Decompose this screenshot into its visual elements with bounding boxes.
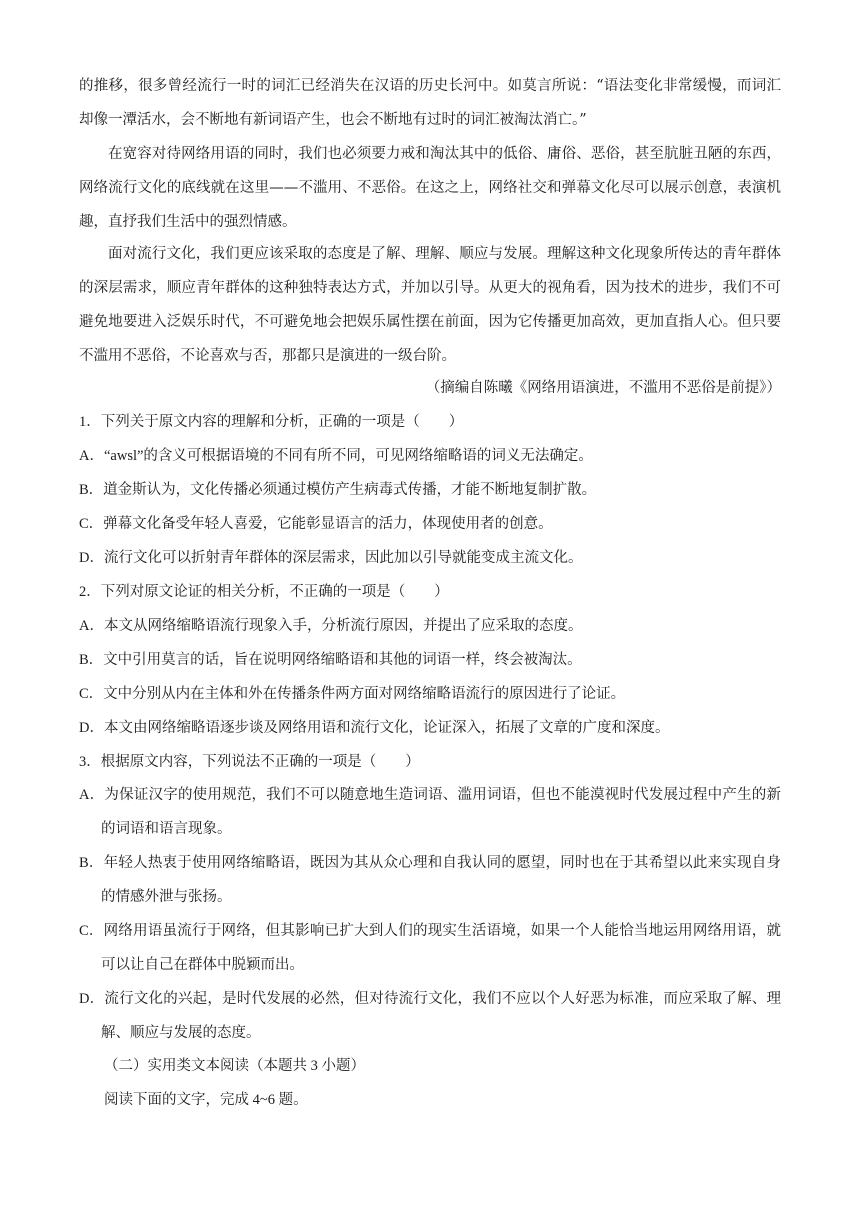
question-3-option-b: B．年轻人热衷于使用网络缩略语，既因为其从众心理和自我认同的愿望，同时也在于其希望以此来实现自身的情感外泄与张扬。 [79,855,781,905]
question-2-stem: 2．下列对原文论证的相关分析，不正确的一项是（ ） [79,584,449,600]
passage-paragraph-2: 在宽容对待网络用语的同时，我们也必须要力戒和淘汰其中的低俗、庸俗、恶俗，甚至肮脏丑陋的东西，网络流行文化的底线就在这里——不滥用、不恶俗。在这之上，网络社交和弹幕文化尽可以展示创意，表演机趣，直抒我们生活中的强烈情感。 [79,146,781,230]
question-3-option-a: A．为保证汉字的使用规范，我们不可以随意地生造词语、滥用词语，但也不能漠视时代发展过程中产生的新的词语和语言现象。 [79,787,781,837]
section-title: （二）实用类文本阅读（本题共 3 小题） [104,1058,365,1074]
question-2-option-a: A．本文从网络缩略语流行现象入手，分析流行原因，并提出了应采取的态度。 [79,618,583,634]
question-1-stem: 1．下列关于原文内容的理解和分析，正确的一项是（ ） [79,414,464,430]
question-2-option-b: B．文中引用莫言的话，旨在说明网络缩略语和其他的词语一样，终会被淘汰。 [79,652,582,668]
passage-source: （摘编自陈曦《网络用语演进，不滥用不恶俗是前提》） [425,380,781,396]
question-3-stem: 3．根据原文内容，下列说法不正确的一项是（ ） [79,754,420,770]
question-1-option-c: C．弹幕文化备受年轻人喜爱，它能彰显语言的活力，体现使用者的创意。 [79,516,553,532]
section-instruction: 阅读下面的文字，完成 4~6 题。 [104,1092,308,1108]
question-2-option-c: C．文中分别从内在主体和外在传播条件两方面对网络缩略语流行的原因进行了论证。 [79,686,626,702]
passage-paragraph-1: 的推移，很多曾经流行一时的词汇已经消失在汉语的历史长河中。如莫言所说：“语法变化非常缓慢，而词汇却像一潭活水，会不断地有新词语产生，也会不断地有过时的词汇被淘汰消亡。” [79,78,781,128]
passage-paragraph-3: 面对流行文化，我们更应该采取的态度是了解、理解、顺应与发展。理解这种文化现象所传达的青年群体的深层需求，顺应青年群体的这种独特表达方式，并加以引导。从更大的视角看，因为技术的进步，我们不可避免地要进入泛娱乐时代，不可避免地会把娱乐属性摆在前面，因为它传播更加高效，更加直指人心。但只要不滥用不恶俗，不论喜欢与否，那都只是演进的一级台阶。 [79,246,781,364]
question-1-option-a: A．“awsl”的含义可根据语境的不同有所不同，可见网络缩略语的词义无法确定。 [79,448,593,464]
question-2-option-d: D．本文由网络缩略语逐步谈及网络用语和流行文化，论证深入，拓展了文章的广度和深度。 [79,720,670,736]
question-1-option-d: D．流行文化可以折射青年群体的深层需求，因此加以引导就能变成主流文化。 [79,550,583,566]
question-3-option-c: C．网络用语虽流行于网络，但其影响已扩大到人们的现实生活语境，如果一个人能恰当地运用网络用语，就可以让自己在群体中脱颖而出。 [79,923,781,973]
question-1-option-b: B．道金斯认为，文化传播必须通过模仿产生病毒式传播，才能不断地复制扩散。 [79,482,597,498]
question-3-option-d: D．流行文化的兴起，是时代发展的必然，但对待流行文化，我们不应以个人好恶为标准，而应采取了解、理解、顺应与发展的态度。 [79,991,781,1041]
